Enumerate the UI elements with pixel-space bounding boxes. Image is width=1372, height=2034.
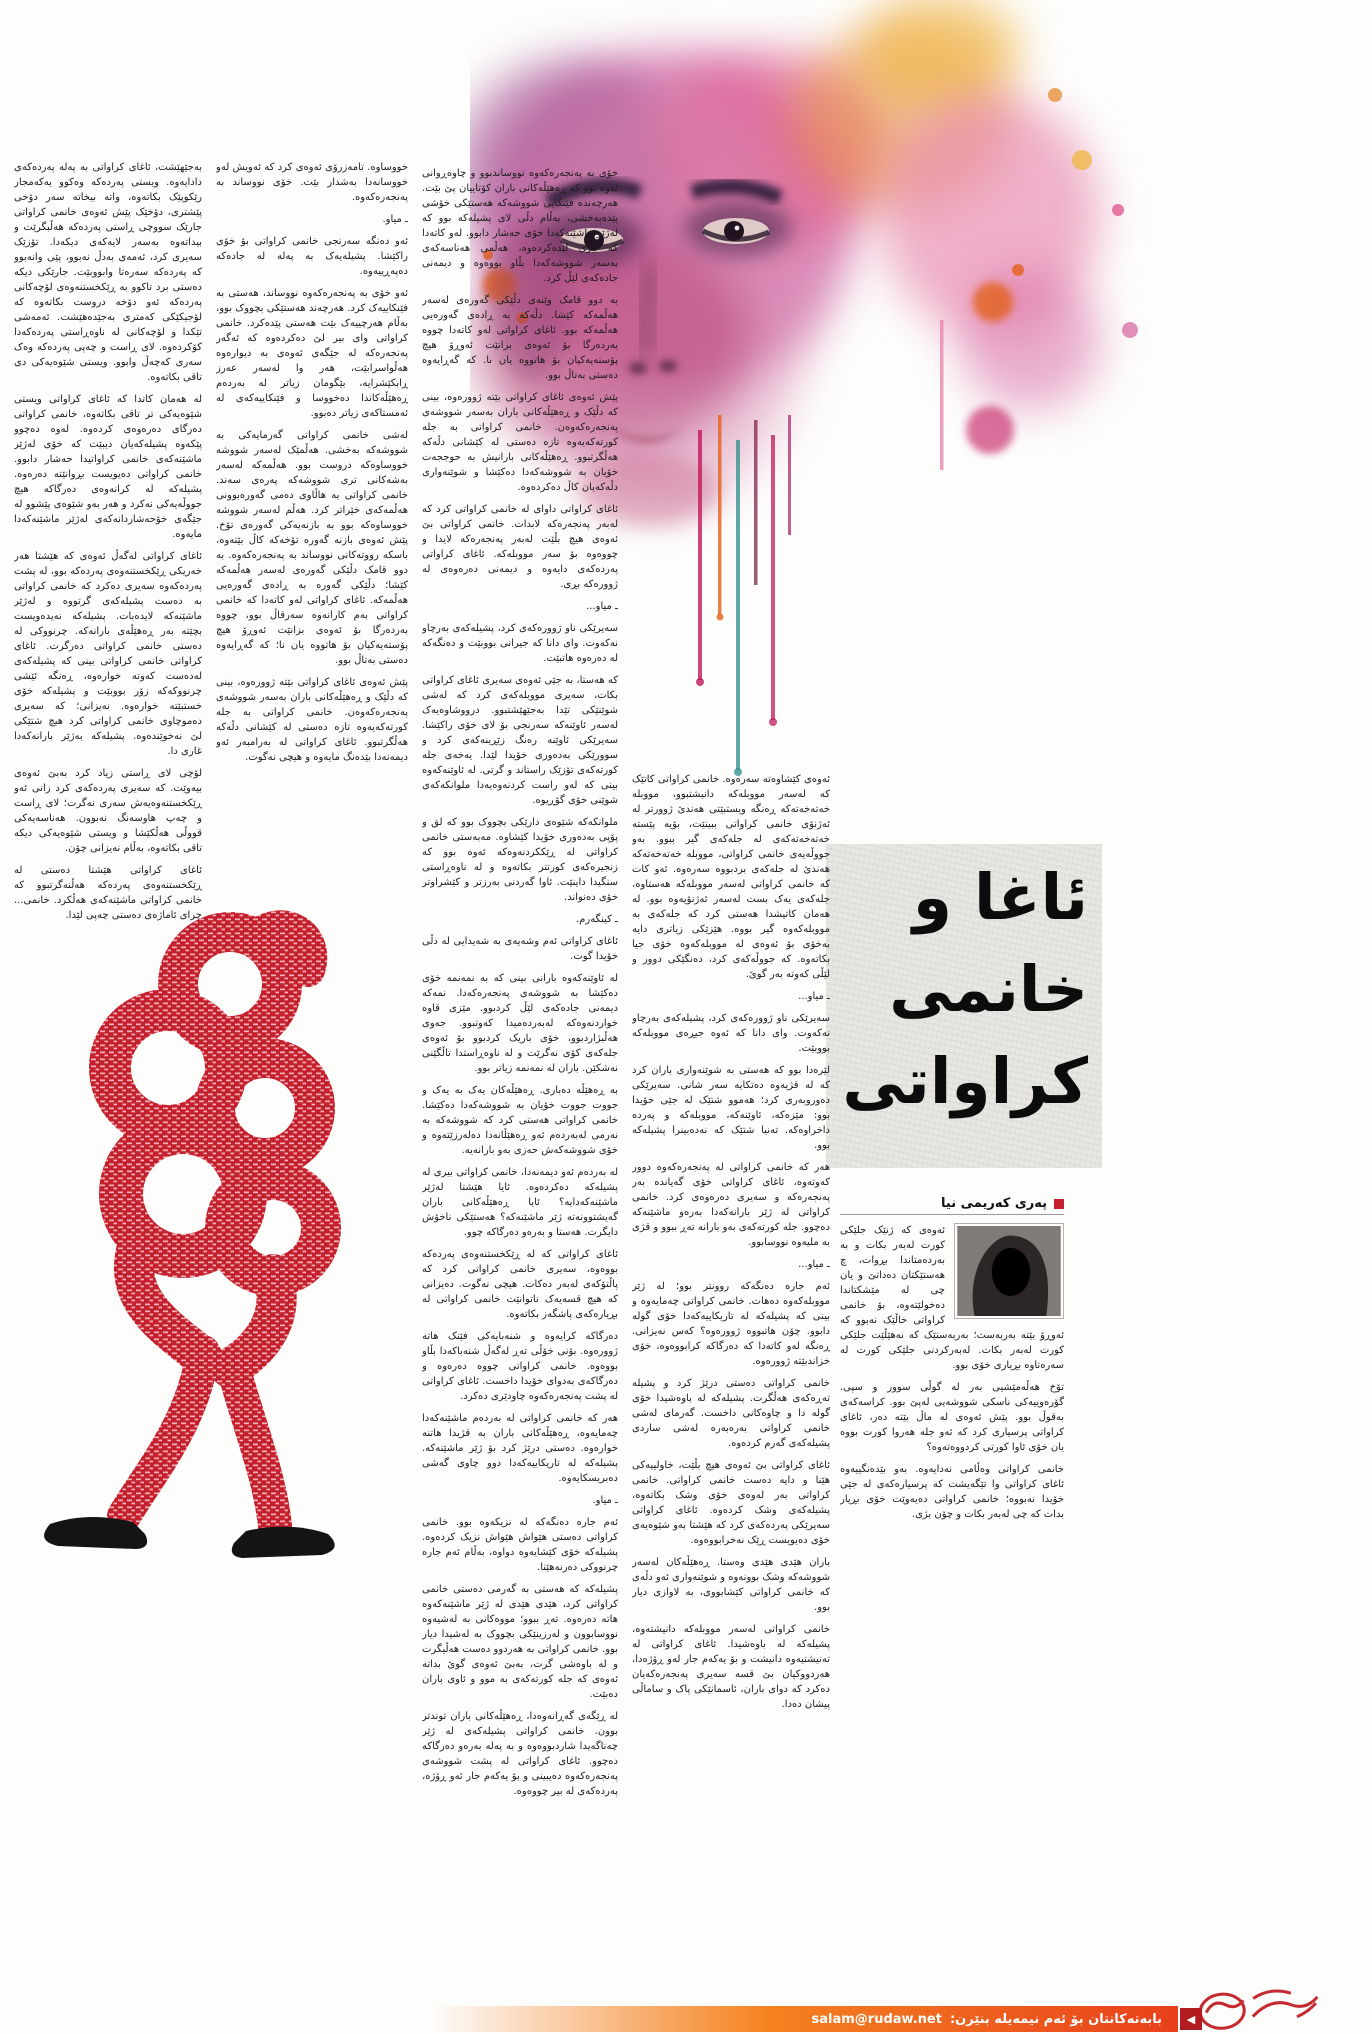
article-column-1 [14, 160, 202, 928]
author-photo [954, 1223, 1064, 1319]
red-tie-figure-svg [18, 882, 358, 1582]
article-column-4 [632, 772, 830, 2002]
paragraph: سه‌یرێکی ناو ژووره‌که‌ی کرد، پشیله‌که‌ی به‌رچاو نه‌که‌وت. وای دانا که ئه‌وه جیڕه‌ی مووبله‌که بووبێت. [632, 1013, 830, 1054]
author-portrait-svg [957, 1226, 1061, 1316]
article-column-3 [422, 166, 618, 2004]
paragraph: که هه‌ستا، به جێی ئه‌وه‌ی سه‌یری ئاغای کراواتی بکات، سه‌یری مووبله‌که‌ی کرد که له‌شی شوێنێکی تێدا به‌جێهێشتبوو. درووشاوه‌یه‌ک له‌سه‌ر ئاوێنه‌که سه‌رنجی بۆ لای خۆی راکێشا. سه‌یرێکی ئاوێنه ره‌نگ زێڕینه‌که‌ی کرد و سوورێکی به‌ده‌وری خۆیدا لێدا. یه‌خه‌ی جله کورته‌که‌ی تۆزێک راستاند و گرتی. له ئاوێنه‌که‌وه بینی که له‌و راست کردنه‌وه‌یه‌دا ملوانکه‌که‌ی شوێنی خۆی گۆڕیوه. [422, 675, 618, 806]
paragraph: هه‌ر که خانمی کراواتی له په‌نجه‌ره‌که‌وه دوور که‌وته‌وه، ئاغای کراواتی خۆی گه‌یانده به‌ر په‌نجه‌ره‌که و سه‌یری ده‌ره‌وه‌ی کرد. خانمی کراواتی له ژێر بارانه‌که‌دا به‌ره‌و ماشێنه‌که ده‌چوو. جله کورته‌که‌ی به‌و بارانه ته‌ڕ ببوو و قژی به ملیه‌وه نووسابوو. [632, 1162, 830, 1248]
paragraph: ئاغای کراواتی ئه‌م وشه‌یه‌ی به شه‌یدایی له دڵی خۆیدا گوت. [422, 936, 618, 962]
paragraph: به‌جێهێشت، ئاغای کراواتی به په‌له په‌رده‌که‌ی دادایه‌وه. ویستی په‌رده‌که وه‌کوو یه‌که‌مجار رێکوپێک بکاته‌وه، واته بیخاته سه‌ر دۆخی پێشتری، دۆخێک پێش ئه‌وه‌ی خانمی کراواتی جارێک سووچی ڕاستی په‌رده‌که هه‌ڵبگرێت و بیداته‌وه به‌سه‌ر لایه‌که‌ی دیکه‌دا. تۆزێک سه‌یری کرد، ئه‌مه‌ی به‌دڵ نه‌بوو، پێی وانه‌بوو که په‌رده‌که سه‌ره‌تا وابووبێت. جارێکی دیکه ده‌ستی برد تاکوو به ڕێکخستنه‌وه‌ی لۆچه‌کانی په‌رده‌که ئه‌و دۆخه دروست بکاته‌وه که لۆجیکێکی که‌متری به‌جێده‌هێشت. ئه‌مه‌شی تێکدا و لۆچه‌کانی له ناوه‌ڕاستی په‌رده‌که‌دا کۆکرده‌وه. لای ڕاست و چه‌پی په‌رده‌که وه‌ک سه‌ری که‌چه‌ڵ وابوو. ویستی شێوه‌یه‌کی دی تاقی بکاته‌وه. [14, 162, 202, 383]
dialogue-line: ـ میاو... [798, 991, 830, 1002]
headline-line-3: کراواتی [842, 1045, 1088, 1118]
paragraph: ده‌رگاکه کرایه‌وه و شنه‌بایه‌کی فێنک هاته ژووره‌وه. بۆنی خۆڵی ته‌ڕ له‌گه‌ڵ شنه‌باکه‌دا بڵاو بووه‌وه. خانمی کراواتی چووه ده‌ره‌وه و ده‌رگاکه‌ی به‌دوای خۆیدا داخست. ئاغای کراواتی له پشت په‌نجه‌ره‌که‌وه چاودێری ده‌کرد. [422, 1331, 618, 1402]
byline [840, 1196, 1064, 1211]
red-tie-figure-illustration [18, 882, 358, 1582]
paragraph: پێش ئه‌وه‌ی ئاغای کراواتی بێته ژووره‌وه، بینی که دڵێک و ڕه‌هێڵه‌کانی باران به‌سه‌ر شووشه‌ی په‌نجه‌ره‌که‌وه‌ن. خانمی کراواتی به جله کورته‌که‌یه‌وه تازه ده‌ستی له کێشانی دڵه‌که هه‌ڵگرتبوو. ڕه‌هێڵه‌کانی بارانیش به حوججه‌ت خۆیان به شووشه‌که‌دا ده‌کێشا و شوێنه‌واری دڵه‌که‌یان کاڵ ده‌کرده‌وه. [422, 392, 618, 493]
headline-line-1: ئاغا و [912, 861, 1088, 934]
paragraph: ئاغای کراواتی داوای له خانمی کراواتی کرد که له‌به‌ر په‌نجه‌ره‌که لابدات. خانمی کراواتی بێ ئه‌وه‌ی هیچ بڵێت له‌به‌ر په‌نجه‌ره‌که لایدا و چووه‌وه بۆ سه‌ر مووبله‌که. ئاغای کراواتی په‌رده‌که‌ی دایه‌وه و دیمه‌نی ده‌ره‌وه‌ی له ژووره‌که بڕی. [422, 504, 618, 590]
paragraph: له ئاوێنه‌که‌وه بارانی بینی که به نمه‌نمه خۆی ده‌کێشا به شووشه‌ی په‌نجه‌ره‌که‌دا. نمه‌که دیمه‌نی جاده‌که‌ی لێڵ کردبوو. مێزی قاوه خواردنه‌وه‌که له‌به‌رده‌میدا که‌وتبوو. جه‌وی هه‌ڵبژاردبوو، خۆی باریک کردبوو بۆ ئه‌وه‌ی جله‌که‌ی کۆی نه‌گرێت و له ناوه‌ڕاستدا تاڵگێنی نه‌شکێن. باران له نمه‌نمه زیاتر بوو. [422, 973, 618, 1074]
article-column-5 [840, 1196, 1064, 1594]
footer-label: بابه‌ته‌کانتان بۆ ئه‌م نیمه‌یله بنێرن: [949, 2011, 1162, 2027]
footer-bar [430, 2006, 1178, 2032]
paragraph: لێره‌دا بوو که هه‌ستی به شوێنه‌واری باران کرد که له قژیه‌وه ده‌تکایه سه‌ر شانی. سه‌یرێکی ده‌وروبه‌ری کرد؛ هه‌موو شتێک له جێی خۆیدا بوو: مێزه‌که، ئاوێنه‌که، مووبله‌که و په‌رده داخراوه‌که. ته‌نیا شتێک که نه‌ده‌بینرا پشیله‌که بوو. [632, 1065, 830, 1151]
paragraph: ئاغای کراواتی بێ ئه‌وه‌ی هیچ بڵێت، خاولییه‌کی هێنا و دایه ده‌ست خانمی کراواتی. خانمی کراواتی به‌ر له‌وه‌ی خۆی وشک بکاته‌وه، پشیله‌که‌ی وشک کرده‌وه. ئاغای کراواتی سه‌یرێکی په‌رده‌که‌ی کرد که هێشتا به‌و شێوه‌یه‌ی خۆی ده‌یویست ڕێک نه‌خرابووه‌وه. [632, 1460, 830, 1546]
paragraph: تۆخ هه‌ڵه‌مێشیی به‌ر له گوڵی سوور و سپی. گۆره‌وییه‌کی ناسکی شووشه‌یی له‌پێ بوو. کراسه‌که‌ی به‌قوڵ بوو. پێش ئه‌وه‌ی له ماڵ بێته ده‌ر، ئاغای کراواتی پرسیاری کرد که ئه‌و جله هه‌روا کورت بووه یان خۆی ئاوا کورتی کردووه‌ته‌وه‌؟ [840, 1382, 1064, 1453]
paragraph: خۆی به په‌نجه‌ره‌که‌وه نووساندبوو و چاوه‌ڕوانی ئه‌وه بوو که ڕه‌هێڵه‌کانی باران کۆتاییان پێ بێت. هه‌رچه‌نده فێنکایی شووشه‌که هه‌ستێکی خۆشی پێده‌به‌خشی، به‌ڵام دڵی لای پشیله‌که بوو که له‌ژێر ماشێنه‌که‌دا خۆی حه‌شار دابوو. له‌و کاته‌دا که بیری لێده‌کرده‌وه، هه‌ڵمی هه‌ناسه‌که‌ی به‌سه‌ر شووشه‌که‌دا بڵاو بووه‌وه و دیمه‌نی جاده‌که‌ی لێڵ کرد. [422, 168, 618, 284]
headline-line-2: خانمی [889, 953, 1088, 1026]
paragraph: ئاغای کراواتی که له ڕێکخستنه‌وه‌ی په‌رده‌که بووه‌وه، سه‌یری خانمی کراواتی کرد که پاڵتۆکه‌ی له‌به‌ر ده‌کات. هیچی نه‌گوت. ده‌یزانی که هیچ قسه‌یه‌ک ناتوانێت خانمی کراواتی له بڕیاره‌که‌ی پاشگه‌ز بکاته‌وه. [422, 1249, 618, 1320]
paragraph: به ڕه‌هێڵه ده‌باری. ڕه‌هێڵه‌کان یه‌ک به یه‌ک و جووت جووت خۆیان به شووشه‌که‌دا ده‌کێشا. خانمی کراواتی هه‌ستی کرد که شووشه‌که به نه‌رمی له‌به‌رده‌م ئه‌و ڕه‌هێڵانه‌دا ده‌له‌رزێته‌وه و خۆی شووشه‌که‌ش حه‌زی به‌و بارانه‌یه. [422, 1085, 618, 1156]
paragraph: ئه‌و ده‌نگه سه‌رنجی خانمی کراواتی بۆ خۆی راکێشا. پشیله‌یه‌ک به په‌له له جاده‌که ده‌په‌ڕییه‌وه. [216, 236, 408, 277]
paragraph: خانمی کراواتی وه‌ڵامی نه‌دایه‌وه. به‌و بێده‌نگییه‌وه ئاغای کراواتی وا تێگه‌یشت که پرسیاره‌که‌ی له جێی خۆیدا نه‌بووه؛ خانمی کراواتی ده‌یه‌وێت خۆی بڕیار بدات که چی له‌به‌ر بکات و چۆن بژی. [840, 1464, 1064, 1520]
paragraph: پێش ئه‌وه‌ی ئاغای کراواتی بێته ژووره‌وه، بینی که دڵێک و ڕه‌هێڵه‌کانی باران به‌سه‌ر شووشه‌ی په‌نجه‌ره‌که‌وه‌ن. خانمی کراواتی به جله کورته‌که‌یه‌وه تازه ده‌ستی له کێشانی دڵه‌که هه‌ڵگرتبوو. ئاغای کراواتی له به‌رامبه‌ر ئه‌و دیمه‌نه‌دا بێده‌نگ مایه‌وه و هیچی نه‌گوت. [216, 677, 408, 763]
byline-divider [840, 1214, 1064, 1215]
paragraph: له به‌رده‌م ئه‌و دیمه‌نه‌دا، خانمی کراواتی بیری له پشیله‌که ده‌کرده‌وه. ئایا هێشتا له‌ژێر ماشێنه‌که‌دایه؟ ئایا ڕه‌هێڵه‌کانی باران گه‌یشتوونه‌ته ژێر ماشێنه‌که؟ هه‌ستێکی ناخۆش دایگرت. هه‌ستا و به‌ره‌و ده‌رگاکه چوو. [422, 1167, 618, 1238]
paragraph: پشیله‌که که هه‌ستی به گه‌رمی ده‌ستی خانمی کراواتی کرد، هێدی هێدی له ژێر ماشێنه‌که‌وه هاته ده‌ره‌وه. ته‌ڕ ببوو؛ مووه‌کانی به له‌شیه‌وه نووسابوون و له‌رزینێکی بچووک به له‌شیدا دیار بوو. خانمی کراواتی به هه‌ردوو ده‌ست هه‌ڵیگرت و له باوه‌شی گرت، به‌بێ ئه‌وه‌ی گوێ بداته ئه‌وه‌ی که جله کورته‌که‌ی به موو و ئاوی باران ده‌بێت. [422, 1584, 618, 1700]
paragraph: له ڕێگه‌ی گه‌ڕانه‌وه‌دا، ڕه‌هێڵه‌کانی باران توندتر بوون. خانمی کراواتی پشیله‌که‌ی له ژێر چه‌ناگه‌یدا شاردبووه‌وه و به په‌له به‌ره‌و ده‌رگاکه ده‌چوو. ئاغای کراواتی له پشت شووشه‌ی په‌نجه‌ره‌که‌وه ده‌یبینی و بۆ یه‌که‌م جار ئه‌و ڕۆژه، په‌رده‌که‌ی له بیر چووه‌وه. [422, 1711, 618, 1797]
paragraph: خانمی کراواتی له‌سه‌ر مووبله‌که دانیشته‌وه، پشیله‌که له باوه‌شیدا. ئاغای کراواتی له ته‌نیشتیه‌وه دانیشت و بۆ یه‌که‌م جار له‌و ڕۆژه‌دا، هه‌ردووکیان بێ قسه سه‌یری په‌نجه‌ره‌که‌یان ده‌کرد که دوای باران، ئاسمانێکی پاک و ساماڵی پیشان ده‌دا. [632, 1624, 830, 1710]
paragraph: ئه‌وه‌ی که ژنێک جلێکی کورت له‌به‌ر بکات و به به‌رده‌متاندا بڕوات، چ هه‌ستێکتان ده‌داتێ و یان چی له مێشکتاندا ده‌خولێته‌وه، بۆ خانمی کراواتی خاڵێک نه‌بوو که ئه‌وڕۆ بێته به‌ربه‌ست؛ به‌ربه‌ستێک که نه‌هێڵێت جلێکی کورت له‌به‌ر بکات. له‌به‌رکردنی جلێکی کورت له سه‌ره‌تاوه بڕیاری خۆی بوو. [840, 1225, 1064, 1371]
paragraph: خانمی کراواتی ده‌ستی درێژ کرد و پشیله ته‌ڕه‌که‌ی هه‌ڵگرت. پشیله‌که له باوه‌شیدا خۆی گوله دا و چاوه‌کانی داخست. گه‌رمای له‌شی خانمی کراواتی به‌ره‌به‌ره له‌شی ساردی پشیله‌که‌ی گه‌رم کرده‌وه. [632, 1378, 830, 1449]
paragraph: هه‌ر که خانمی کراواتی له به‌رده‌م ماشێنه‌که‌دا چه‌مایه‌وه، ڕه‌هێڵه‌کانی باران به قژیدا هاتنه خواره‌وه. ده‌ستی درێژ کرد بۆ ژێر ماشێنه‌که. پشیله‌که له تاریکاییه‌که‌دا دوو چاوی گه‌شی ده‌بریسکایه‌وه. [422, 1413, 618, 1484]
paragraph: باران هێدی هێدی وه‌ستا. ڕه‌هێڵه‌کان له‌سه‌ر شووشه‌که وشک بوونه‌وه و شوێنه‌واری ئه‌و دڵه‌ی که خانمی کراواتی کێشابووی، به لاوازی دیار بوو. [632, 1557, 830, 1613]
byline-marker-square-icon [1054, 1199, 1064, 1209]
stamp-svg [1192, 1980, 1326, 2034]
dialogue-line: ـ میاو... [798, 1259, 830, 1270]
dialogue-line: ـ میاو... [586, 601, 618, 612]
dialogue-line: ـ کینگه‌رم. [576, 914, 618, 925]
author-name: په‌ری که‌ریمی نیا [941, 1196, 1047, 1211]
paragraph: ئاغای کراواتی له‌گه‌ڵ ئه‌وه‌ی که هێشتا هه‌ر خه‌ریکی ڕێکخستنه‌وه‌ی په‌رده‌که بوو، له پشت په‌رده‌که‌وه سه‌یری ده‌کرد که خانمی کراواتی به ده‌ست پشیله‌که‌ی گرتووه و له‌ژێر ماشێنه‌که لایده‌بات. پشیله‌که نه‌یده‌ویست بچێته به‌ر ڕه‌هێڵه‌ی بارانه‌که. چرنووکی له ده‌ستی خانمی کراواتی ده‌رگرت. ئاغای کراواتی خانمی کراواتی بینی که پشیله‌که‌ی له‌ده‌ست که‌وته خواره‌وه، ڕه‌نگه ئێشی چرنووکه‌که زۆر بووبێت و پشیله‌که خۆی خستبێته خواره‌وه. نه‌یزانی؛ که سه‌یری ده‌موچاوی خانمی کراواتی کرد هیچ شتێکی لێ نه‌خوێنده‌وه. پشیله‌که به‌ژێر بارانه‌که‌دا غاری دا. [14, 551, 202, 757]
paragraph: ئه‌وه‌ی کێشاوه‌ته سه‌ره‌وه. خانمی کراواتی کاتێک که له‌سه‌ر مووبله‌که دانیشتبوو، مووبله خه‌ته‌خه‌ته‌که ڕه‌نگه ویستبێتی هه‌ندێ ژوورتر له ئه‌ژنۆی خانمی کراواتی ببینێت، بۆیه پێسته خه‌ته‌خه‌ته‌که‌ی له جله‌که‌ی گیر ببوو. به‌و جووڵه‌یه‌ی خانمی کراواتی، مووبله خه‌ته‌خه‌ته‌که هه‌ندێ له جله‌که‌ی بردبووه سه‌ره‌وه. ئه‌و کات که خانمی کراواتی له‌سه‌ر مووبله‌که هه‌ستاوه، جله‌که‌ی یه‌ک بست له‌سه‌ر ئه‌ژنۆیه‌وه بوو. له هه‌مان کاتیشدا هه‌ستی کرد که جله‌که‌ی به مووبله‌که‌وه گیر بووه. هێزێکی زیاتری دایه به‌خۆی بۆ ئه‌وه‌ی له مووبله‌که‌وه خۆی جیا بکاته‌وه. که جووڵه‌که‌ی کرد، ده‌نگێکی دوور و لێڵی که‌وته به‌ر گوێ. [632, 774, 830, 980]
rudaw-stamp-logo [1192, 1980, 1326, 2034]
paragraph: له هه‌مان کاتدا که ئاغای کراواتی ویستی شێوه‌یه‌کی تر تاقی بکاته‌وه، خانمی کراواتی ده‌رگای ده‌ره‌وه‌ی کرده‌وه. له‌وه ده‌چوو پێکه‌وه پشیله‌که‌یان دیبێت که خۆی له‌ژێر ماشێنه‌که‌ی خانمی کراواتیدا حه‌شار دابوو. خانمی کراواتی ده‌یویست بڕوانێته ده‌ره‌وه. پشیله‌که له کرانه‌وه‌ی ده‌رگاکه هیچ جووڵه‌یه‌کی نه‌کرد و هه‌ر به‌و شێوه‌ی پێشوو له جێگه‌ی خۆحه‌شاردانه‌که‌ی له‌ژێر ماشێنه‌که‌دا مایه‌وه. [14, 394, 202, 540]
paragraph: سه‌یرێکی ناو ژووره‌که‌ی کرد، پشیله‌که‌ی به‌رچاو نه‌که‌وت. وای دانا که جیرانی بووبێت و ده‌نگه‌که له ده‌ره‌وه هاتبێت. [422, 623, 618, 664]
article-column-2 [216, 160, 408, 876]
paragraph: ئه‌م جاره ده‌نگه‌که له نزیکه‌وه بوو. خانمی کراواتی ده‌ستی هێواش هێواش نزیک کرده‌وه. پشیله‌که خۆی کێشایه‌وه دواوه، به‌ڵام ئه‌م جاره چرنووکی ده‌رنه‌هێنا. [422, 1517, 618, 1573]
paragraph: لۆچی لای ڕاستی زیاد کرد به‌بێ ئه‌وه‌ی بیه‌وێت. که سه‌یری په‌رده‌که‌ی کرد زانی ئه‌و ڕێکخستنه‌وه‌یه‌ش سه‌ری نه‌گرت؛ لای ڕاست و چه‌پ هاوسه‌نگ نه‌بوون. هه‌ناسه‌یه‌کی قووڵی هه‌ڵکێشا و ویستی شێوه‌یه‌کی دیکه تاقی بکاته‌وه، به‌ڵام نه‌یزانی چۆن. [14, 768, 202, 854]
paragraph: ئاغای کراواتی هێشتا ده‌ستی له ڕێکخستنه‌وه‌ی په‌رده‌که هه‌ڵنه‌گرتبوو که خانمی کراواتی ماشێنه‌که‌ی هه‌ڵکرد. خانمی... چرای ئاماژه‌ی ده‌ستی چه‌پی لێدا. [14, 865, 202, 921]
paragraph: به دوو قامک وێنه‌ی دڵێکی گه‌وره‌ی له‌سه‌ر هه‌ڵمه‌که کێشا. دڵه‌که به ڕاده‌ی گه‌وره‌یی هه‌ڵمه‌که بوو. ئاغای کراواتی له‌و کاته‌دا چووه به‌رده‌رگا بۆ ئه‌وه‌ی بزانێت ئه‌وڕۆ هیچ پۆسته‌یه‌کیان بۆ هاتووه یان نا. که گه‌ڕایه‌وه ده‌ستی به‌تاڵ بوو. [422, 295, 618, 381]
dialogue-line: ـ میاو. [592, 1495, 618, 1506]
dialogue-line: ـ میاو. [382, 214, 408, 225]
paragraph: ئه‌و خۆی به په‌نجه‌ره‌که‌وه نووساند، هه‌ستی به فێنکاییه‌ک کرد. هه‌رچه‌ند هه‌ستێکی بچووک بوو، به‌ڵام هه‌رچییه‌ک بێت هه‌ستی پێده‌کرد. خانمی کراواتی وای بیر لێ ده‌کرده‌وه که ئه‌گه‌ر په‌نجه‌ره‌که له جێگه‌ی ئه‌وه‌ی به دیواره‌وه هه‌ڵواسرابێت، هه‌ر وا له‌سه‌ر عه‌رز ڕابکێشرایه، بێگومان زیاتر له به‌رده‌م ڕه‌هێڵه‌کاندا ده‌خووسا و فێنکاییه‌که‌ی له ئه‌مستاکه‌ی زیاتر ده‌بوو. [216, 288, 408, 419]
paragraph: ملوانکه‌که شێوه‌ی دارێکی بچووک بوو که لق و پۆپی به‌ده‌وری خۆیدا کێشاوه. مه‌به‌ستی خانمی کراواتی له ڕێککردنه‌وه‌که ئه‌وه بوو که زنجیره‌که‌ی کورتتر بکاته‌وه و له ناوه‌ڕاستی سنگیدا داینێت. ئاوا گه‌ردنی به‌رزتر و کێشراوتر خۆی ده‌نواند. [422, 817, 618, 903]
headline [830, 852, 1088, 1128]
paragraph: له‌شی خانمی کراواتی گه‌رمایه‌کی به شووشه‌که به‌خشی. هه‌ڵمێک له‌سه‌ر شووشه خووساوه‌که دروست بوو. هه‌ڵمه‌که له‌سه‌ر به‌شه‌کانی تری شووشه‌که په‌ره‌ی سه‌ند. خانمی کراواتی به هاڵاوی ده‌می گه‌وره‌بوونی هه‌ڵمه‌که‌ی خێراتر کرد. هه‌ڵم له‌سه‌ر شووشه خووساوه‌که بوو به بازنه‌یه‌کی گه‌وره‌ی تۆخ. پێش ئه‌وه‌ی بازنه گه‌وره تۆخه‌که کاڵ بێته‌وه، باسکه رووته‌کانی نووساند به په‌نجه‌ره‌که‌وه. به دوو قامک دڵێکی گه‌وره‌ی له‌سه‌ر هه‌ڵمه‌که کێشا؛ دڵێکی گه‌وره به ڕاده‌ی گه‌وره‌یی هه‌ڵمه‌که. ئاغای کراواتی له‌و کاته‌دا که خانمی کراواتی به‌م کارانه‌وه سه‌رقاڵ بوو، چووه به‌رده‌رگا بۆ ئه‌وه‌ی بزانێت ئه‌وڕۆ هیچ پۆسته‌یه‌کیان بۆ هاتووه یان نا؛ که گه‌ڕایه‌وه ده‌ستی به‌تاڵ بوو. [216, 430, 408, 666]
footer-email[interactable]: salam@rudaw.net [811, 2011, 942, 2027]
paragraph: ئه‌م جاره ده‌نگه‌که روونتر بوو؛ له ژێر مووبله‌که‌وه ده‌هات. خانمی کراواتی چه‌مایه‌وه و بینی که پشیله‌که له تاریکاییه‌که‌دا خۆی گوله دابوو. چۆن هاتبووه ژووره‌وه؟ که‌س نه‌یزانی. ڕه‌نگه له‌و کاته‌دا که ده‌رگاکه کرابووه‌وه، خۆی خزاندبێته ژووره‌وه. [632, 1281, 830, 1367]
paragraph: خووساوه. تامه‌زرۆی ئه‌وه‌ی کرد که ئه‌ویش له‌و خووسانه‌دا به‌شدار بێت. خۆی نووساند به په‌نجه‌ره‌که‌وه. [216, 162, 408, 203]
footer-arrow-icon: ◀ [1180, 2008, 1202, 2030]
